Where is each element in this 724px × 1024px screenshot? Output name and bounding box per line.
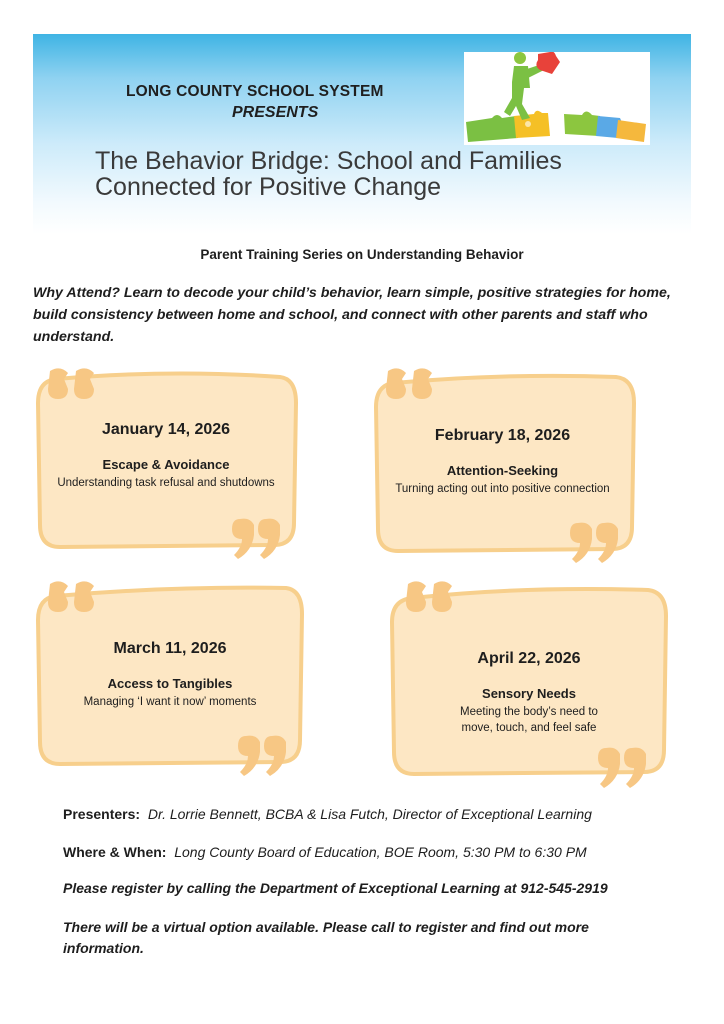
person-building-puzzle-bridge-icon — [464, 52, 650, 145]
session-description — [394, 704, 664, 736]
session-card-april — [384, 576, 674, 794]
presenters-label: Presenters: — [63, 806, 141, 822]
session-topic: Attention-Seeking — [446, 463, 559, 478]
session-date: March 11, 2026 — [113, 640, 227, 657]
title-line-2: Connected for Positive Change — [95, 173, 442, 201]
session-description-line-2: move, touch, and feel safe — [461, 722, 597, 734]
presenters-value: Dr. Lorrie Bennett, BCBA & Lisa Futch, Director of Exceptional Learning — [147, 806, 592, 822]
session-date: January 14, 2026 — [101, 421, 231, 438]
session-topic: Access to Tangibles — [107, 676, 233, 691]
session-topic: Sensory Needs — [482, 686, 576, 701]
where-when-value: Long County Board of Education, BOE Room, 5:30 PM to 6:30 PM — [174, 844, 587, 860]
session-date: February 18, 2026 — [434, 427, 571, 444]
why-attend-paragraph: Why Attend? Learn to decode your child’s behavior, learn simple, positive strategies for home, build consistency between home and school, and connect with other parents and staff who understand. — [33, 285, 671, 345]
session-card-january — [30, 363, 305, 563]
series-subtitle: Parent Training Series on Understanding Behavior — [200, 247, 524, 262]
where-when-line — [63, 844, 587, 860]
session-description-line-1: Meeting the body’s need to — [460, 706, 598, 718]
registration-line: Please register by calling the Department of Exceptional Learning at 912-545-2919 — [63, 880, 608, 896]
session-description: Managing ‘I want it now’ moments — [83, 696, 257, 708]
session-date: April 22, 2026 — [477, 650, 581, 667]
where-when-label: Where & When: — [63, 844, 167, 860]
session-card-february — [366, 363, 641, 568]
virtual-note-line-1: There will be a virtual option available. Please call to register and find out more — [63, 919, 589, 935]
presents-label: PRESENTS — [232, 104, 319, 121]
session-description: Turning acting out into positive connection — [395, 483, 610, 495]
presenters-line — [63, 806, 592, 822]
session-card-march — [30, 576, 310, 781]
virtual-option-note — [63, 917, 589, 959]
title-line-1: The Behavior Bridge: School and Families — [95, 147, 562, 175]
organization-name: LONG COUNTY SCHOOL SYSTEM — [126, 83, 384, 100]
session-description: Understanding task refusal and shutdowns — [57, 477, 275, 489]
page-title — [95, 148, 635, 200]
session-topic: Escape & Avoidance — [102, 457, 230, 472]
virtual-note-line-2: information. — [63, 940, 144, 956]
